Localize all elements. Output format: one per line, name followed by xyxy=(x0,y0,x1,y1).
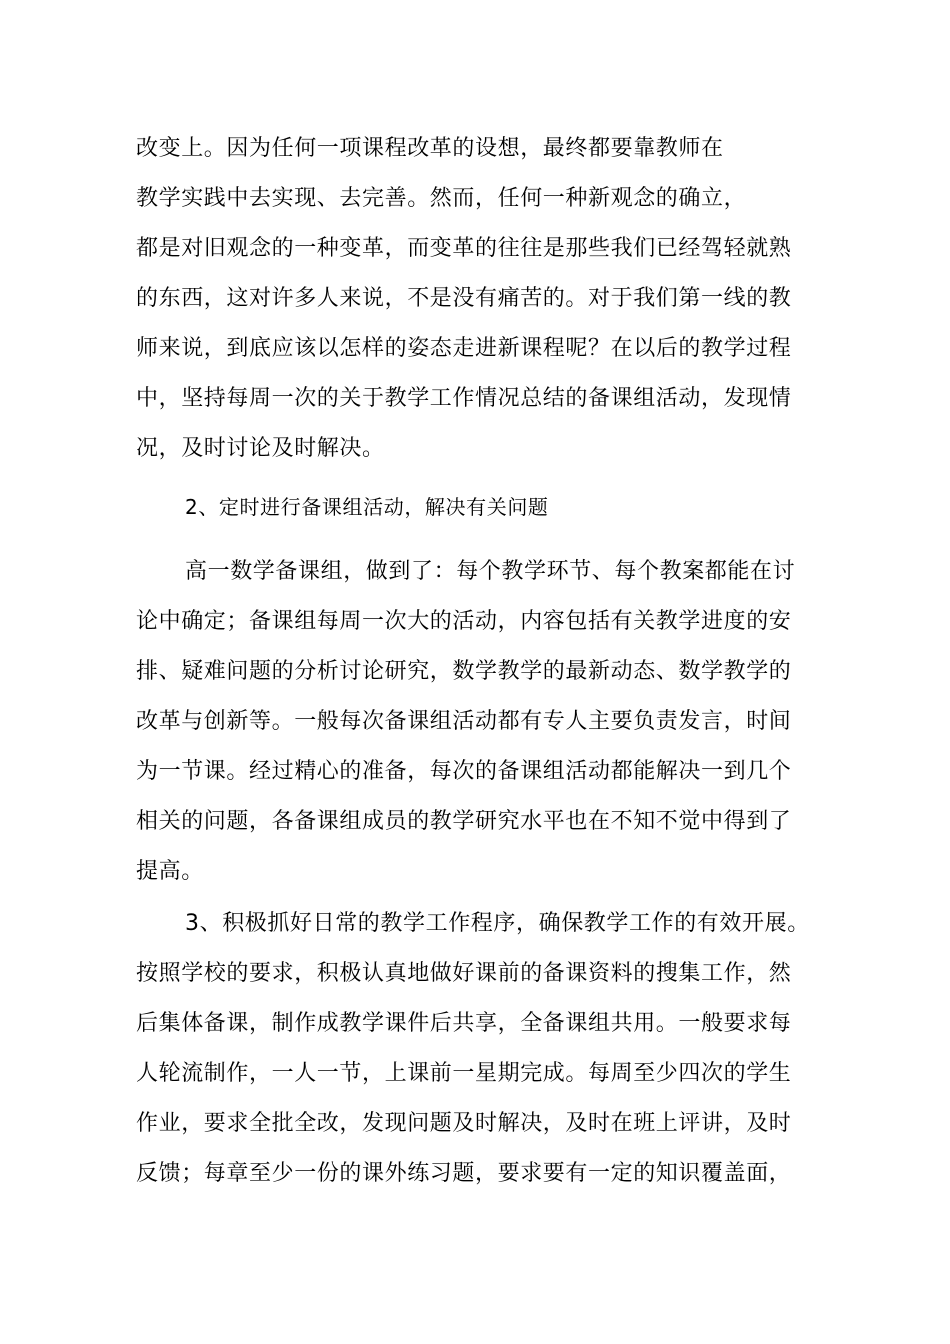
paragraph-line: 按照学校的要求，积极认真地做好课前的备课资料的搜集工作，然 xyxy=(136,961,792,986)
paragraph-line: 论中确定；备课组每周一次大的活动，内容包括有关教学进度的安 xyxy=(136,609,792,634)
section-heading: 3、积极抓好日常的教学工作程序，确保教学工作的有效开展。 xyxy=(185,911,810,936)
paragraph-line: 相关的问题，各备课组成员的教学研究水平也在不知不觉中得到了 xyxy=(136,809,792,834)
paragraph-line: 为一节课。经过精心的准备，每次的备课组活动都能解决一到几个 xyxy=(136,759,792,784)
section-heading: 2、定时进行备课组活动，解决有关问题 xyxy=(185,495,549,519)
paragraph-line: 改变上。因为任何一项课程改革的设想，最终都要靠教师在 xyxy=(136,136,724,161)
paragraph-line: 反馈；每章至少一份的课外练习题，要求要有一定的知识覆盖面， xyxy=(136,1161,792,1186)
paragraph-line: 中，坚持每周一次的关于教学工作情况总结的备课组活动，发现情 xyxy=(136,386,792,411)
paragraph-line: 教学实践中去实现、去完善。然而，任何一种新观念的确立， xyxy=(136,186,747,211)
paragraph-line: 排、疑难问题的分析讨论研究，数学教学的最新动态、数学教学的 xyxy=(136,659,792,684)
paragraph-line: 都是对旧观念的一种变革，而变革的往往是那些我们已经驾轻就熟 xyxy=(136,236,792,261)
paragraph-line: 师来说，到底应该以怎样的姿态走进新课程呢？在以后的教学过程 xyxy=(136,336,792,361)
paragraph-line: 况，及时讨论及时解决。 xyxy=(136,436,385,461)
paragraph-line: 后集体备课，制作成教学课件后共享，全备课组共用。一般要求每 xyxy=(136,1011,792,1036)
paragraph-line: 高一数学备课组，做到了：每个教学环节、每个教案都能在讨 xyxy=(185,559,796,584)
paragraph-line: 人轮流制作，一人一节，上课前一星期完成。每周至少四次的学生 xyxy=(136,1061,792,1086)
paragraph-line: 提高。 xyxy=(136,859,204,884)
paragraph-line: 的东西，这对许多人来说，不是没有痛苦的。对于我们第一线的教 xyxy=(136,286,792,311)
paragraph-line: 作业，要求全批全改，发现问题及时解决，及时在班上评讲，及时 xyxy=(136,1111,792,1136)
paragraph-line: 改革与创新等。一般每次备课组活动都有专人主要负责发言，时间 xyxy=(136,709,792,734)
